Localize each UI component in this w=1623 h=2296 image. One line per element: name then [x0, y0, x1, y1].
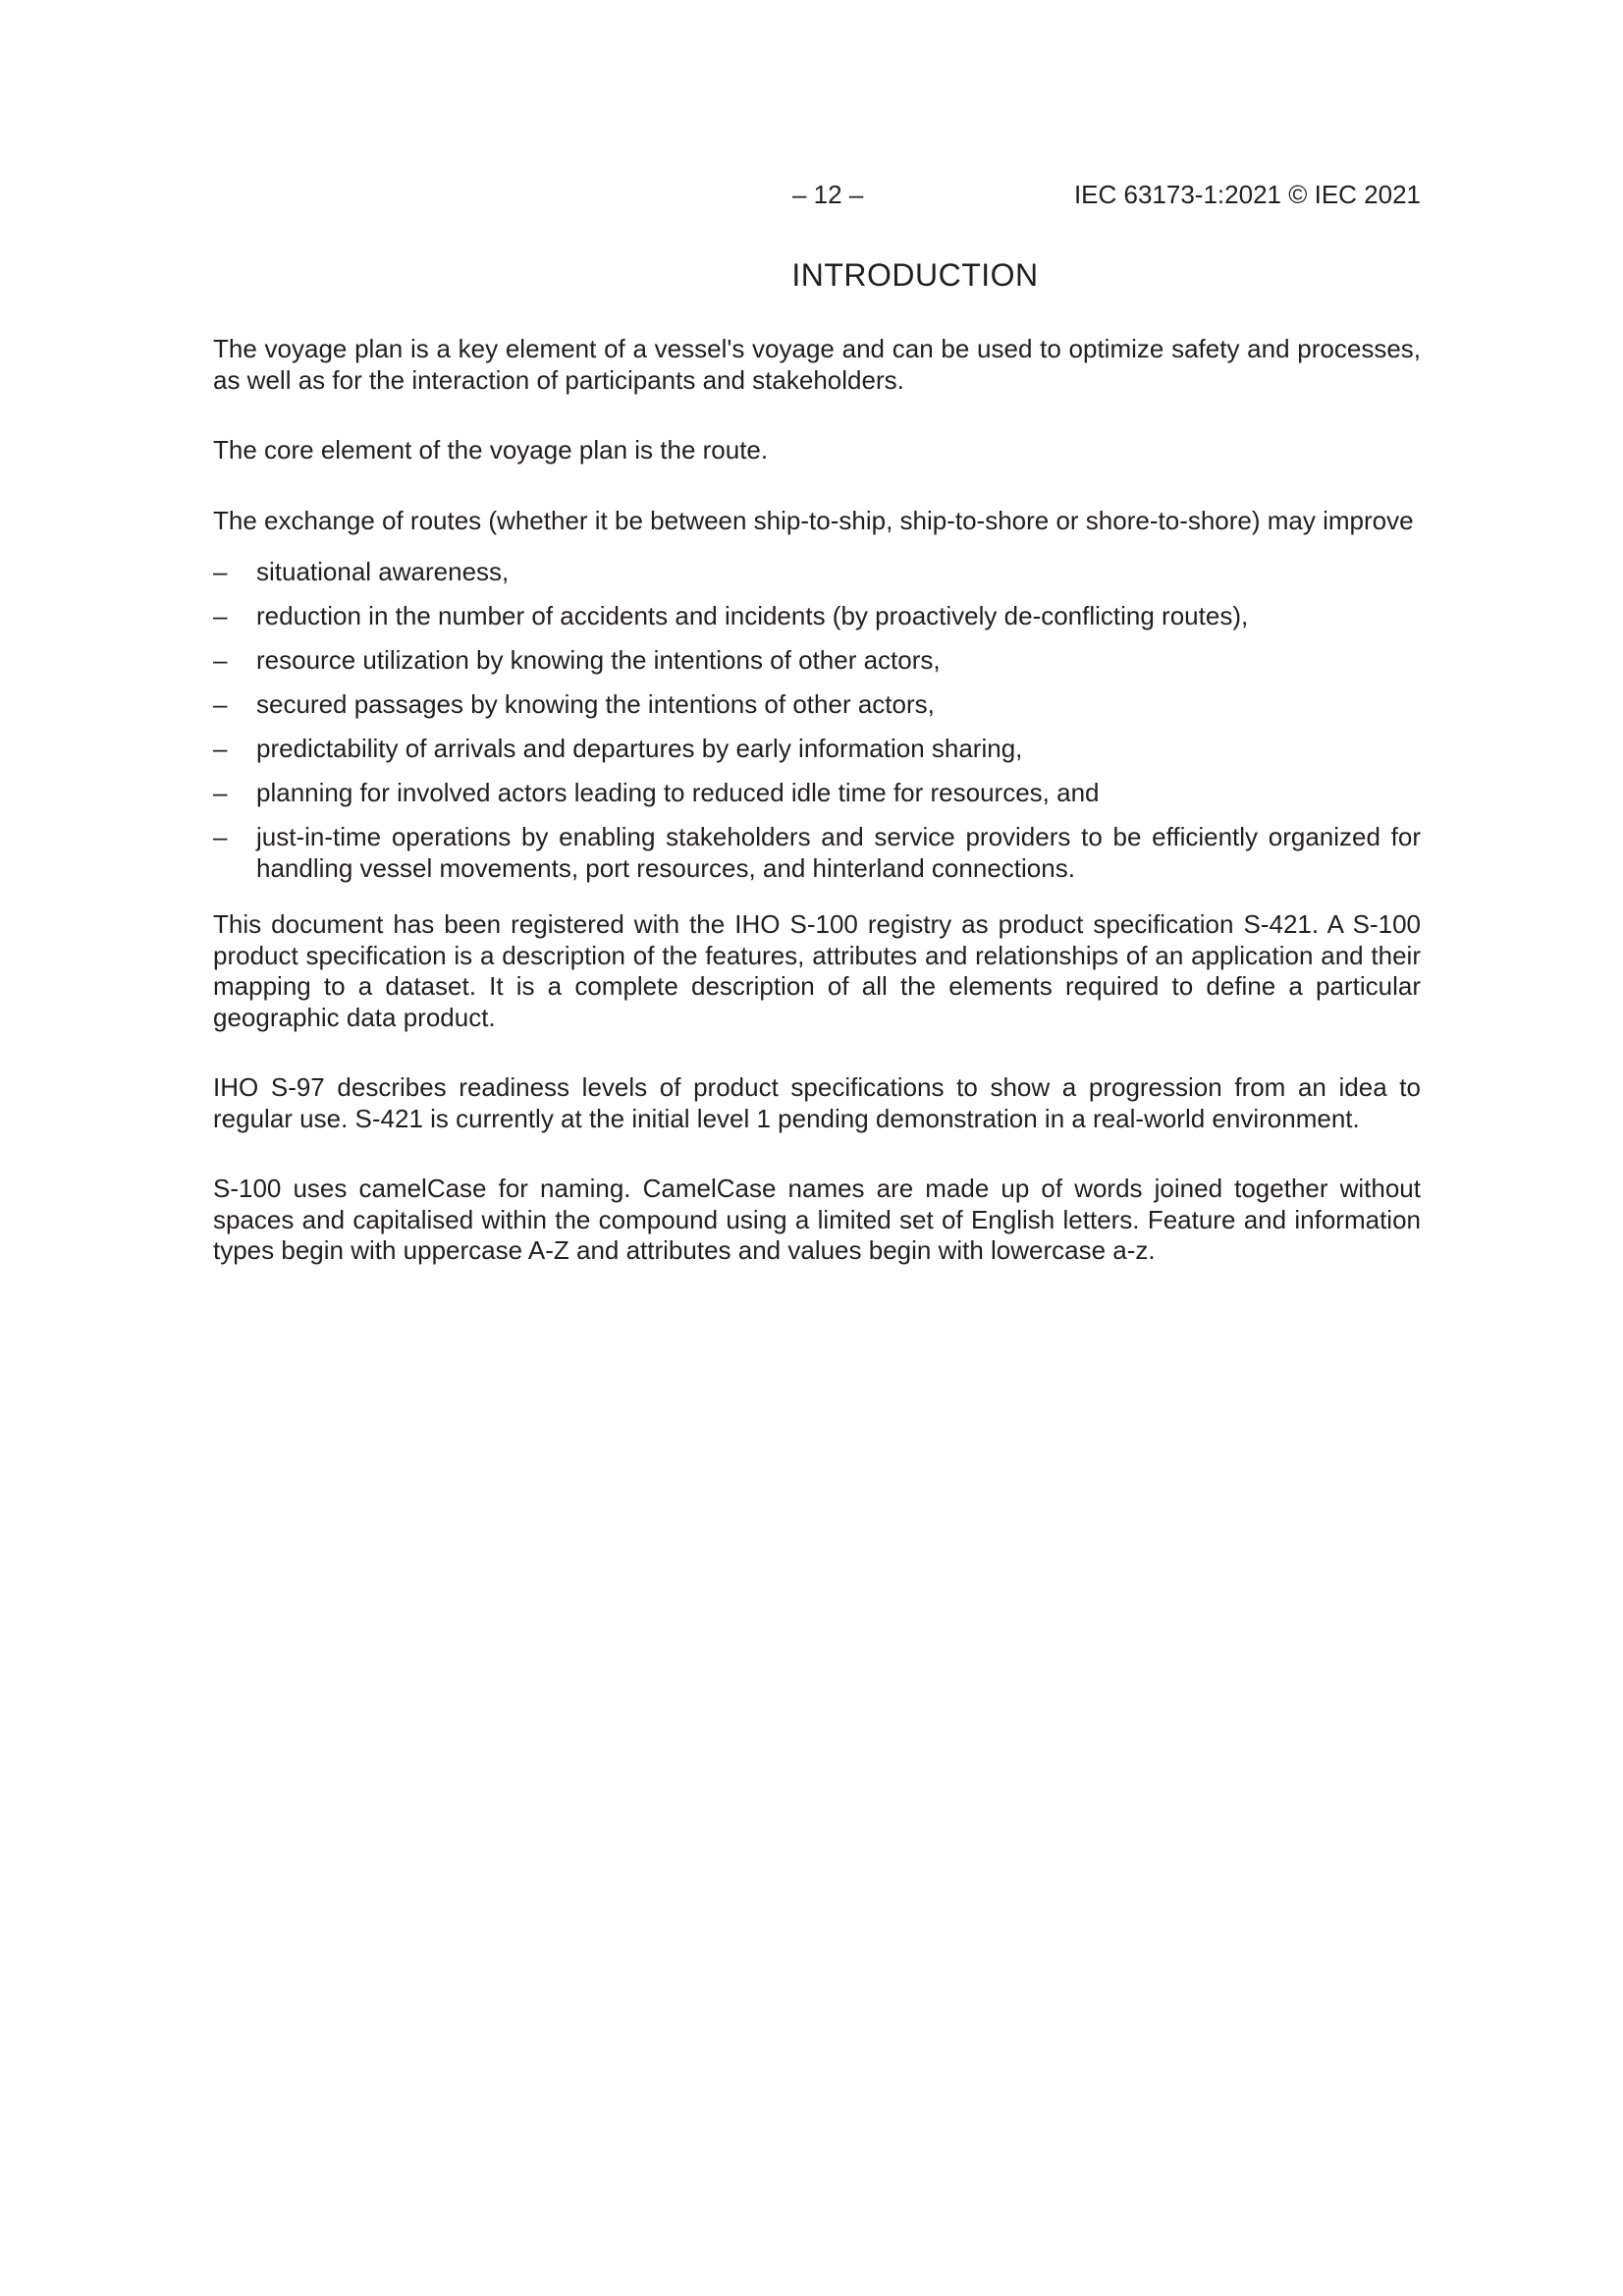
list-item [213, 645, 1421, 677]
paragraph: The core element of the voyage plan is the route. [213, 435, 769, 465]
paragraph: This document has been registered with the IHO S-100 registry as product specification S-421. A S-100 product specification is a description of the features, attributes and relationships of an application and their mapping to a dataset. It is a complete description of all the elements required to define a particular geographic data product. [213, 909, 1421, 1032]
section-title: INTRODUCTION [791, 257, 1039, 293]
bullet-dash: – [213, 557, 228, 586]
list-item-text: planning for involved actors leading to reduced idle time for resources, and [256, 778, 1100, 807]
list-item [213, 822, 1421, 884]
paragraph: The exchange of routes (whether it be between ship-to-ship, ship-to-shore or shore-to-shore) may improve [213, 505, 1414, 535]
list-item-text: situational awareness, [256, 557, 510, 586]
bullet-list [213, 557, 1421, 884]
list-item [213, 557, 1421, 588]
paragraph: IHO S-97 describes readiness levels of product specifications to show a progression from an idea to regular use. S-421 is currently at the initial level 1 pending demonstration in a real-world environment. [213, 1072, 1421, 1133]
paragraph: The voyage plan is a key element of a vessel's voyage and can be used to optimize safety and processes, as well as for the interaction of participants and stakeholders. [213, 334, 1421, 395]
bullet-dash: – [213, 601, 228, 630]
bullet-dash: – [213, 734, 228, 763]
list-item [213, 778, 1421, 809]
bullet-dash: – [213, 822, 228, 851]
list-item-text: reduction in the number of accidents and incidents (by proactively de-conflicting routes), [256, 601, 1249, 630]
page-number: – 12 – [792, 180, 864, 209]
list-item-text: predictability of arrivals and departures by early information sharing, [256, 734, 1023, 763]
bullet-dash: – [213, 778, 228, 807]
document-body [213, 334, 1421, 1306]
page-header [213, 180, 1421, 215]
bullet-dash: – [213, 689, 228, 719]
list-item-text: just-in-time operations by enabling stakeholders and service providers to be efficiently organized for handling vessel movements, port resources, and hinterland connections. [256, 822, 1421, 883]
bullet-dash: – [213, 645, 228, 675]
list-item [213, 689, 1421, 721]
document-reference: IEC 63173-1:2021 © IEC 2021 [1073, 180, 1421, 209]
list-item [213, 734, 1421, 765]
list-item-text: resource utilization by knowing the intentions of other actors, [256, 645, 941, 675]
list-item [213, 601, 1421, 632]
list-item-text: secured passages by knowing the intentions of other actors, [256, 689, 935, 719]
paragraph: S-100 uses camelCase for naming. CamelCase names are made up of words joined together without spaces and capitalised within the compound using a limited set of English letters. Feature and information types begin with uppercase A-Z and attributes and values begin with lowercase a-z. [213, 1174, 1421, 1265]
